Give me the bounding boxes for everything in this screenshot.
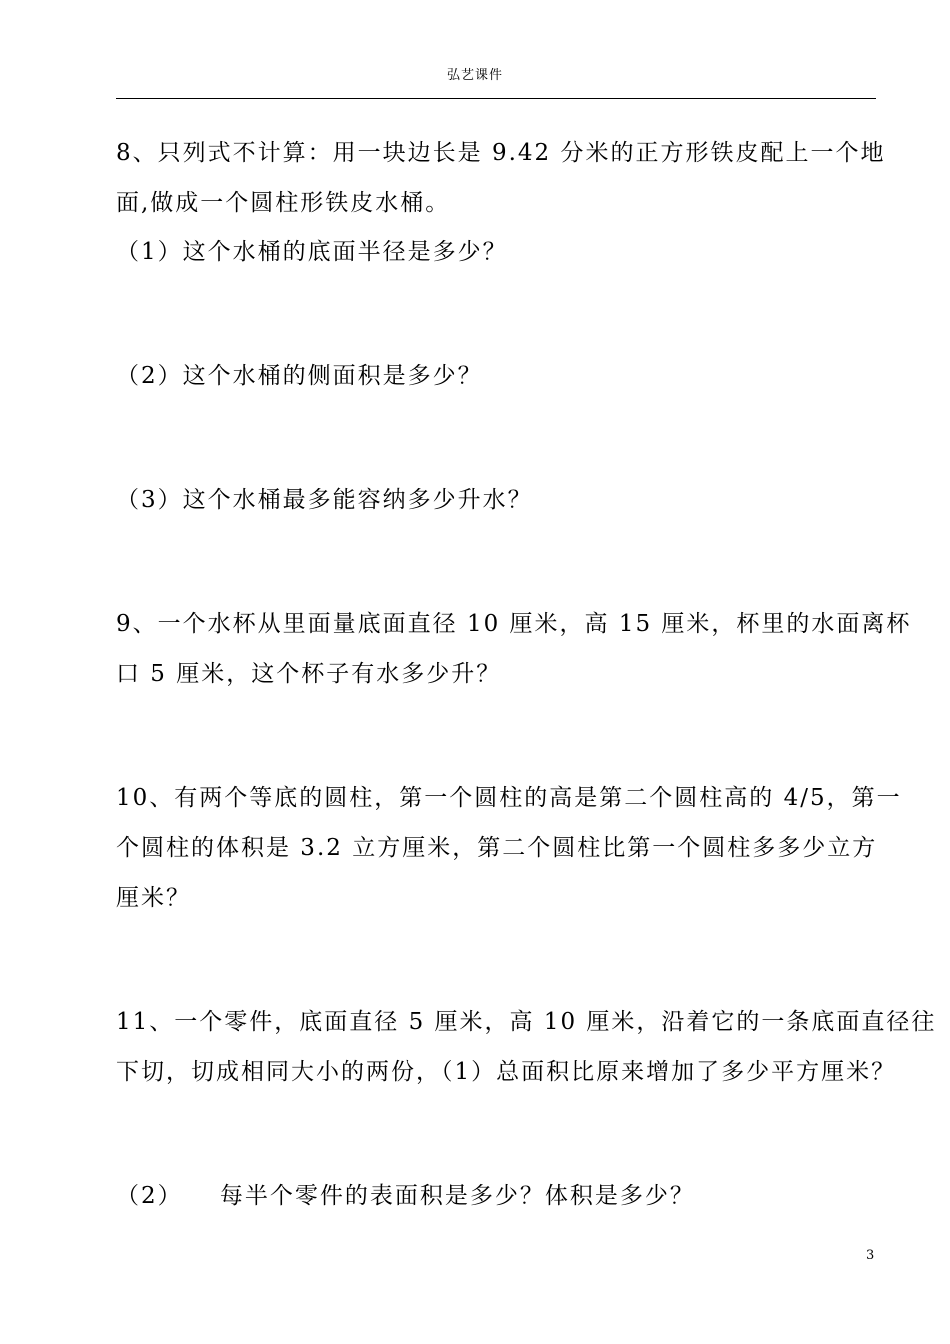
- question-9-line-2: 口 5 厘米，这个杯子有水多少升？: [116, 661, 502, 687]
- question-11-part-2: （2） 每半个零件的表面积是多少？体积是多少？: [116, 1183, 695, 1209]
- page-header: 弘艺课件: [446, 68, 503, 83]
- question-8-part-2: （2）这个水桶的侧面积是多少？: [116, 363, 483, 389]
- question-10-line-2: 个圆柱的体积是 3.2 立方厘米，第二个圆柱比第一个圆柱多多少立方: [116, 835, 878, 861]
- question-8-line-2: 面,做成一个圆柱形铁皮水桶。: [116, 190, 451, 216]
- header-divider: [116, 98, 876, 99]
- question-11-line-1: 11、一个零件，底面直径 5 厘米，高 10 厘米，沿着它的一条底面直径往: [116, 1009, 937, 1035]
- question-8-part-1: （1）这个水桶的底面半径是多少？: [116, 239, 508, 265]
- question-10-line-3: 厘米？: [116, 885, 191, 911]
- question-8-part-3: （3）这个水桶最多能容纳多少升水？: [116, 487, 533, 513]
- page-number: 3: [866, 1248, 875, 1263]
- question-11-line-2: 下切，切成相同大小的两份，（1）总面积比原来增加了多少平方厘米？: [116, 1059, 897, 1085]
- question-8-line-1: 8、只列式不计算：用一块边长是 9.42 分米的正方形铁皮配上一个地: [116, 140, 886, 166]
- question-10-line-1: 10、有两个等底的圆柱，第一个圆柱的高是第二个圆柱高的 4/5，第一: [116, 785, 902, 811]
- question-9-line-1: 9、一个水杯从里面量底面直径 10 厘米，高 15 厘米，杯里的水面离杯: [116, 611, 912, 637]
